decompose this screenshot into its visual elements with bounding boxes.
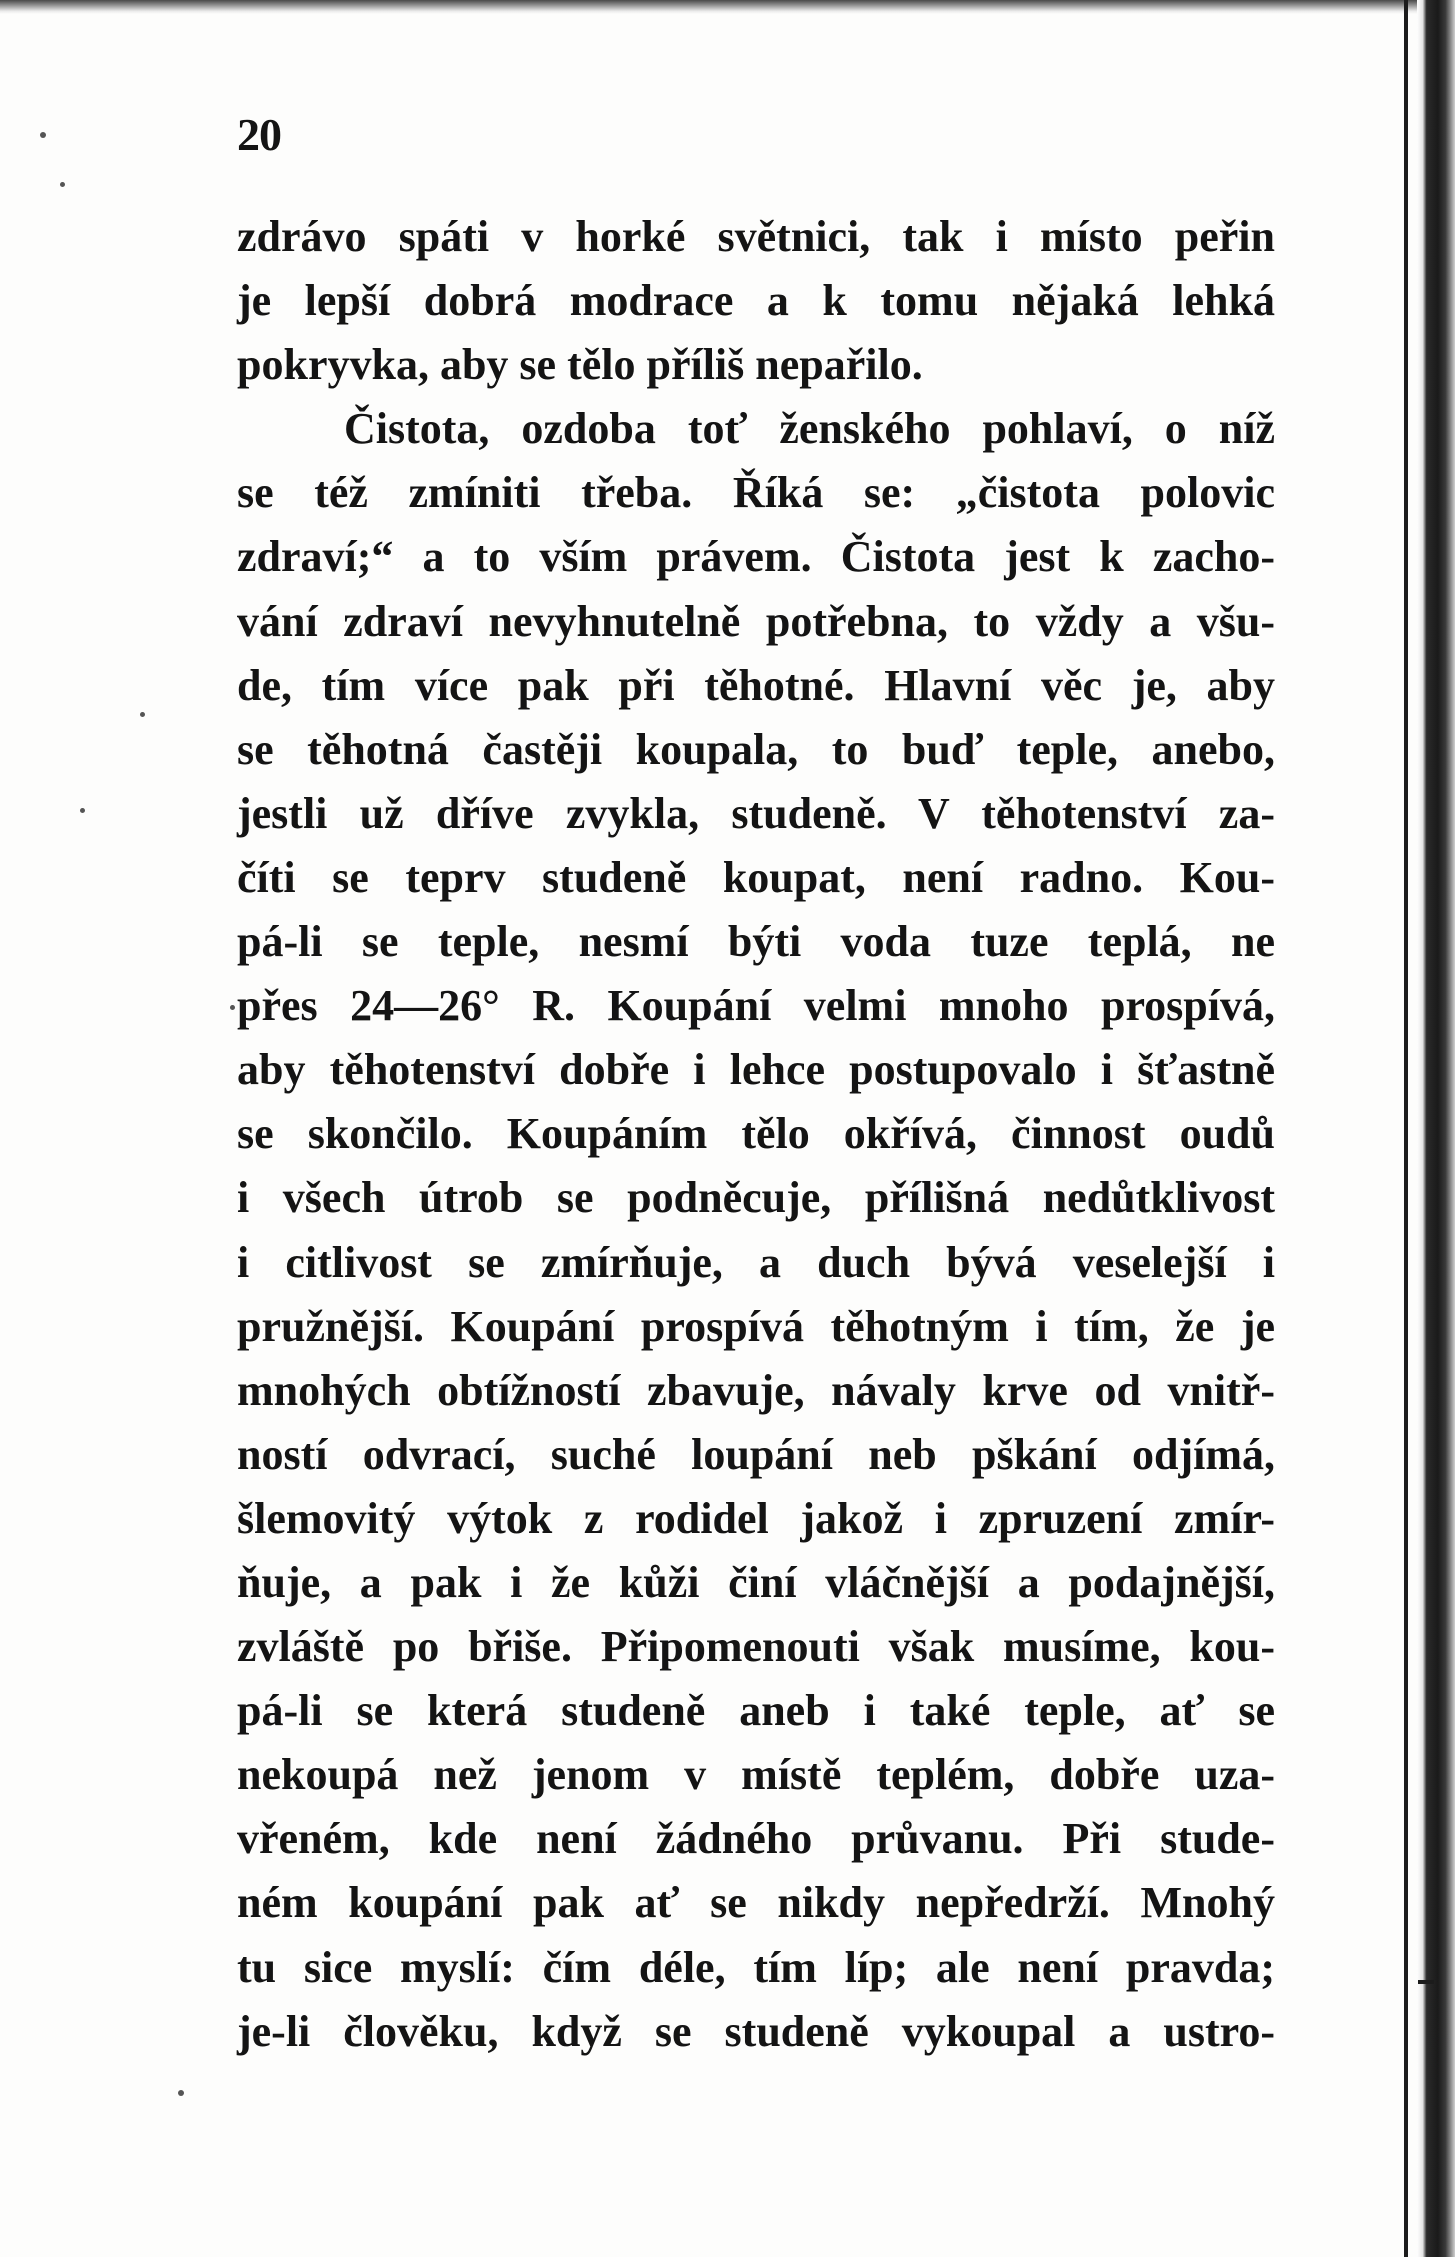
text-line: se též zmíniti třeba. Říká se: „čistota polovic — [237, 468, 1275, 518]
speck — [60, 182, 65, 187]
text-line: nekoupá než jenom v místě teplém, dobře uza- — [237, 1750, 1275, 1800]
text-line: i citlivost se zmírňuje, a duch bývá veselejší i — [237, 1237, 1275, 1287]
text-line: pá-li se která studeně aneb i také teple, ať se — [237, 1686, 1275, 1736]
page-top-edge — [0, 0, 1420, 14]
text-line: tu sice myslí: čím déle, tím líp; ale není pravda; — [237, 1942, 1275, 1992]
text-line: je lepší dobrá modrace a k tomu nějaká lehká — [237, 276, 1275, 326]
text-line: jestli už dříve zvykla, studeně. V těhotenství za- — [237, 788, 1275, 838]
text-line: i všech útrob se podněcuje, přílišná nedůtklivost — [237, 1173, 1275, 1223]
speck — [140, 712, 145, 717]
binding-line — [1404, 0, 1408, 2257]
text-line: přes 24—26° R. Koupání velmi mnoho prospívá, — [237, 981, 1275, 1031]
text-line: zvláště po břiše. Připomenouti však musíme, kou- — [237, 1622, 1275, 1672]
text-line: číti se teprv studeně koupat, není radno. Kou- — [237, 852, 1275, 902]
speck — [40, 132, 46, 138]
speck — [80, 808, 85, 813]
text-line: de, tím více pak při těhotné. Hlavní věc je, aby — [237, 660, 1275, 710]
text-line: ností odvrací, suché loupání neb pškání odjímá, — [237, 1429, 1275, 1479]
page-right-edge — [1417, 0, 1455, 2257]
text-line: šlemovitý výtok z rodidel jakož i zpruzení zmír- — [237, 1493, 1275, 1543]
text-line: se těhotná častěji koupala, to buď teple, anebo, — [237, 724, 1275, 774]
speck — [230, 1005, 235, 1010]
binding-tick — [1418, 1980, 1434, 1984]
body-text — [237, 205, 1275, 2064]
text-line: se skončilo. Koupáním tělo okřívá, činnost oudů — [237, 1109, 1275, 1159]
text-line: ňuje, a pak i že kůži činí vláčnější a podajnější, — [237, 1557, 1275, 1607]
text-line: Čistota, ozdoba toť ženského pohlaví, o níž — [344, 404, 1275, 454]
text-line: zdrávo spáti v horké světnici, tak i místo peřin — [237, 212, 1275, 261]
text-line: pokryvka, aby se tělo příliš nepařilo. — [237, 340, 923, 390]
text-line: vání zdraví nevyhnutelně potřebna, to vždy a všu- — [237, 596, 1275, 646]
text-line: je-li člověku, když se studeně vykoupal a ustro- — [237, 2006, 1275, 2056]
page-number: 20 — [237, 109, 281, 160]
text-line: mnohých obtížností zbavuje, návaly krve od vnitř- — [237, 1365, 1275, 1415]
text-line: pružnější. Koupání prospívá těhotným i tím, že je — [237, 1301, 1275, 1351]
text-line: zdraví;“ a to vším právem. Čistota jest k zacho- — [237, 532, 1275, 582]
text-line: vřeném, kde není žádného průvanu. Při stude- — [237, 1814, 1275, 1864]
speck — [178, 2090, 184, 2096]
text-line: aby těhotenství dobře i lehce postupovalo i šťastně — [237, 1045, 1275, 1095]
text-line: ném koupání pak ať se nikdy nepředrží. Mnohý — [237, 1878, 1275, 1928]
text-line: pá-li se teple, nesmí býti voda tuze teplá, ne — [237, 917, 1275, 967]
